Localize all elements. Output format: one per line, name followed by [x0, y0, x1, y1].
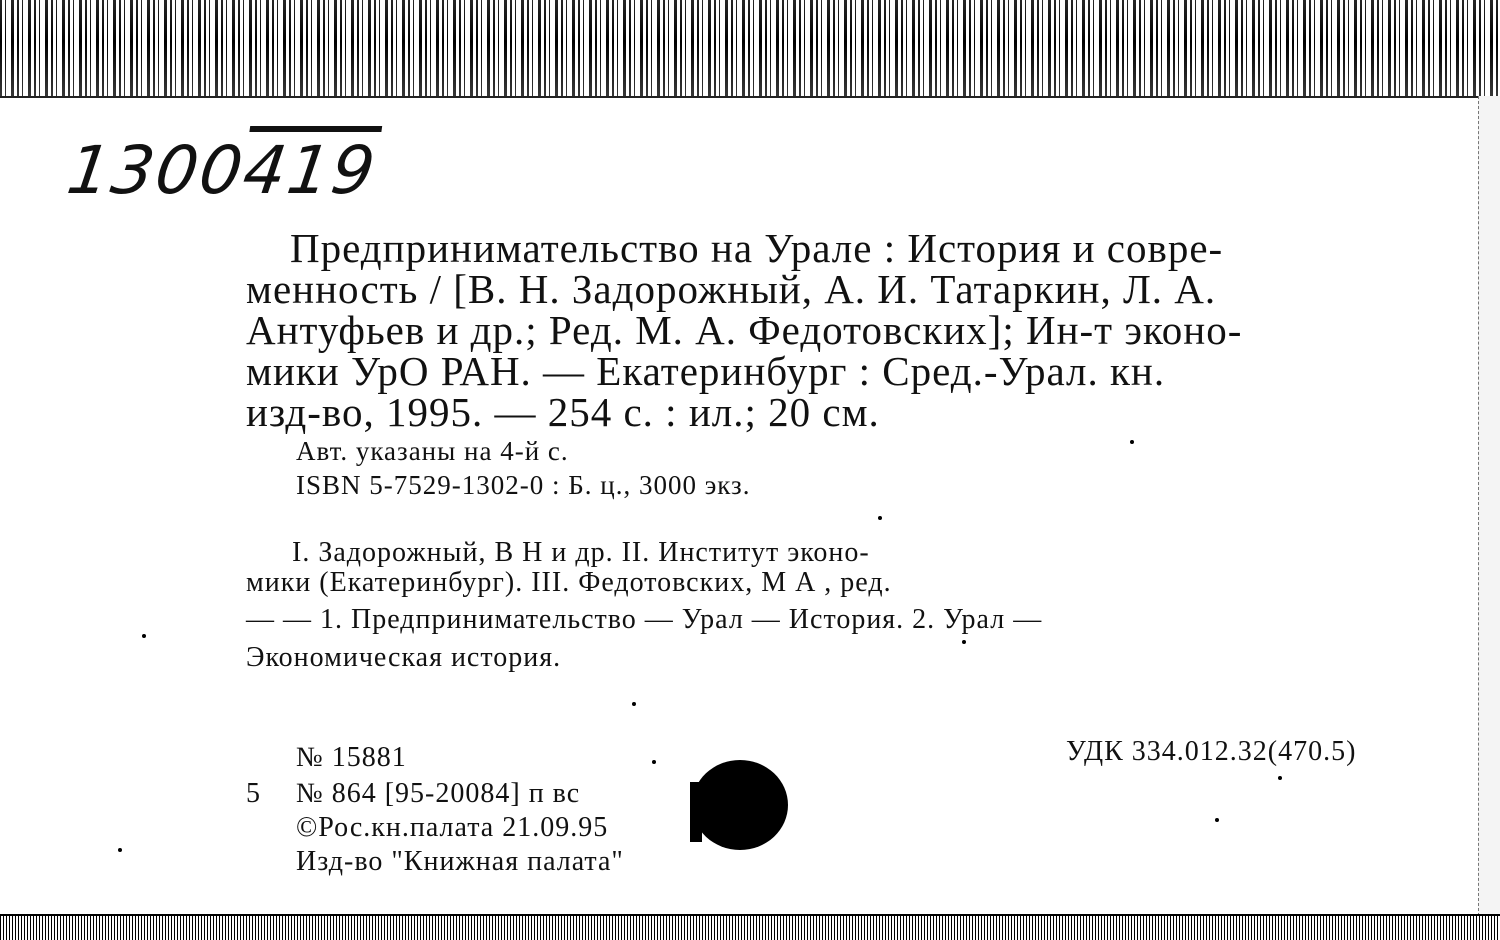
- title-line-1: Предпринимательство на Урале : История и совре-: [290, 225, 1224, 271]
- authors-note: Авт. указаны на 4-й с.: [296, 436, 569, 466]
- index-line-3: — — 1. Предпринимательство — Урал — История. 2. Урал —: [246, 604, 1043, 635]
- copyright-line: ©Рос.кн.палата 21.09.95: [296, 812, 609, 843]
- index-line-2: мики (Екатеринбург). III. Федотовских, М А , ред.: [246, 567, 892, 598]
- speck: [652, 760, 656, 764]
- index-line-4: Экономическая история.: [246, 642, 562, 673]
- top-strip-shade: [0, 0, 1500, 104]
- handwritten-call-number: [63, 132, 382, 209]
- record-number: № 15881: [296, 742, 407, 773]
- bottom-edge-strip: [0, 914, 1500, 940]
- publisher-line: Изд-во "Книжная палата": [296, 846, 624, 877]
- speck: [878, 516, 882, 520]
- title-line-4: мики УрО РАН. — Екатеринбург : Сред.-Урал. кн.: [246, 348, 1166, 394]
- speck: [962, 640, 966, 644]
- speck: [1215, 818, 1219, 822]
- speck: [118, 848, 122, 852]
- card-right-edge: [1478, 96, 1500, 916]
- punched-hole-edge: [690, 782, 702, 842]
- title-line-3: Антуфьев и др.; Ред. М. А. Федотовских]; Ин-т эконо-: [246, 307, 1243, 353]
- udk-code: УДК 334.012.32(470.5): [1066, 736, 1357, 767]
- copy-count: 5: [246, 778, 261, 809]
- title-line-5: изд-во, 1995. — 254 с. : ил.; 20 см.: [246, 389, 880, 435]
- speck: [142, 634, 146, 638]
- index-line-1: I. Задорожный, В Н и др. II. Институт эконо-: [292, 537, 870, 568]
- speck: [1130, 440, 1134, 444]
- isbn-line: ISBN 5-7529-1302-0 : Б. ц., 3000 экз.: [296, 470, 751, 500]
- speck: [1278, 776, 1282, 780]
- order-number: № 864 [95-20084] п вс: [296, 778, 581, 809]
- title-line-2: менность / [В. Н. Задорожный, А. И. Татаркин, Л. А.: [246, 266, 1217, 312]
- call-number-main: 1300: [62, 132, 250, 209]
- call-number-suffix: 419: [238, 132, 382, 209]
- speck: [632, 702, 636, 706]
- punched-hole: [692, 760, 788, 850]
